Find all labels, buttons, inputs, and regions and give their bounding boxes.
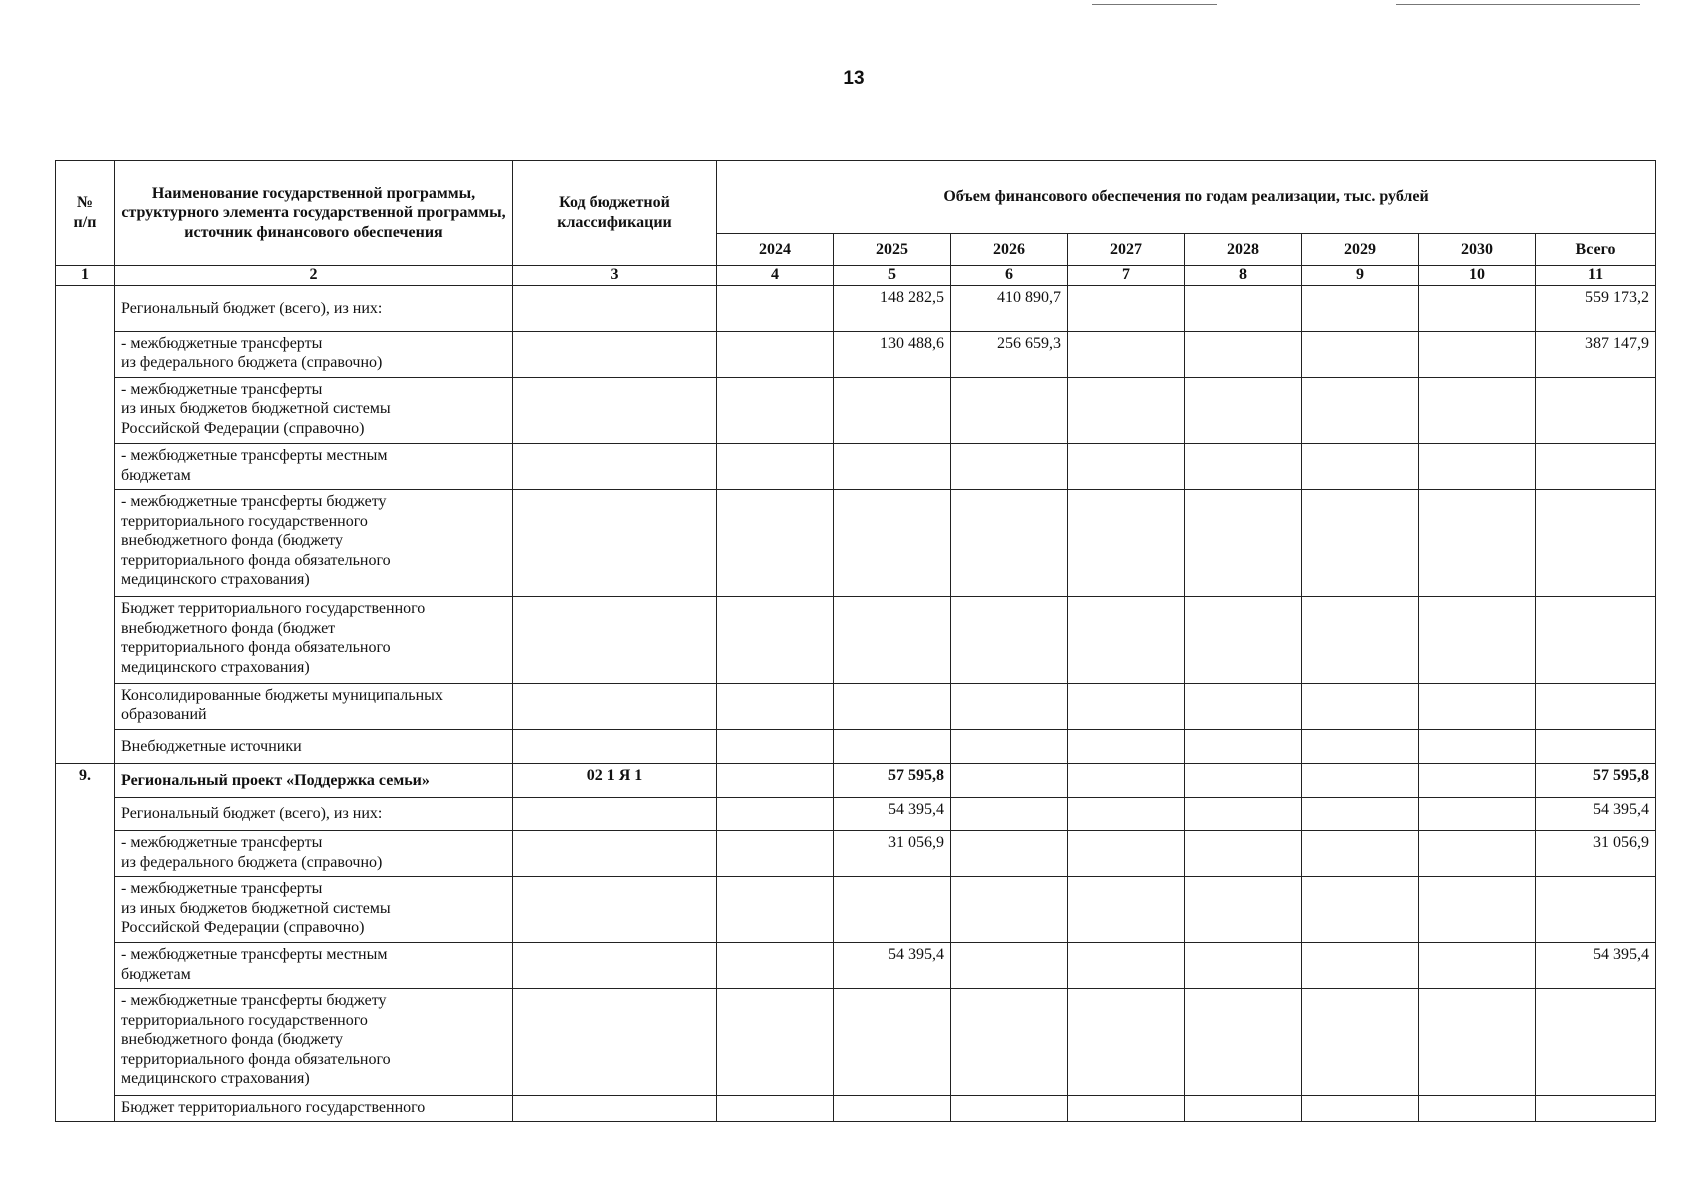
row-value-year (1419, 683, 1536, 729)
column-number: 11 (1536, 266, 1656, 286)
row-value-year (951, 764, 1068, 797)
row-value-year (1419, 831, 1536, 877)
row-value-total (1536, 490, 1656, 597)
table-row (56, 377, 1656, 443)
row-budget-code (513, 286, 717, 332)
row-value-year (1185, 331, 1302, 377)
row-value-year (1068, 490, 1185, 597)
row-value-year (1068, 444, 1185, 490)
row-budget-code (513, 729, 717, 763)
financing-table (55, 160, 1656, 1122)
row-value-year (951, 989, 1068, 1096)
header-rule-left (1092, 4, 1217, 5)
row-value-year (1185, 943, 1302, 989)
row-value-year (1419, 490, 1536, 597)
header-name: Наименование государственной программы, структурного элемента государственной программы, источник финансового обеспечения (115, 161, 513, 266)
row-value-year (834, 377, 951, 443)
row-value-year (1419, 943, 1536, 989)
row-value-year (1419, 797, 1536, 830)
row-value-year (717, 490, 834, 597)
row-value-year (1419, 764, 1536, 797)
row-name: - межбюджетные трансферты местным бюджетам (115, 943, 513, 989)
row-name: - межбюджетные трансферты из федерального бюджета (справочно) (115, 831, 513, 877)
row-value-year (834, 729, 951, 763)
row-value-year (1419, 877, 1536, 943)
row-value-year (834, 989, 951, 1096)
table-row (56, 764, 1656, 797)
row-value-year (1419, 377, 1536, 443)
column-number: 3 (513, 266, 717, 286)
table-row (56, 444, 1656, 490)
row-value-year (1068, 729, 1185, 763)
row-value-year: 130 488,6 (834, 331, 951, 377)
table-row (56, 729, 1656, 763)
row-value-year (1419, 729, 1536, 763)
row-value-total (1536, 683, 1656, 729)
row-value-year (1419, 989, 1536, 1096)
row-value-year (717, 377, 834, 443)
row-value-year (1185, 683, 1302, 729)
row-name: Консолидированные бюджеты муниципальных образований (115, 683, 513, 729)
column-number: 9 (1302, 266, 1419, 286)
row-value-year (717, 444, 834, 490)
row-value-year (951, 729, 1068, 763)
header-year: 2028 (1185, 234, 1302, 266)
table-row (56, 831, 1656, 877)
row-name: - межбюджетные трансферты из иных бюджетов бюджетной системы Российской Федерации (справочно) (115, 877, 513, 943)
row-name: Внебюджетные источники (115, 729, 513, 763)
column-number: 5 (834, 266, 951, 286)
row-value-year (1302, 490, 1419, 597)
row-value-year (1185, 490, 1302, 597)
row-value-total (1536, 444, 1656, 490)
row-value-year (717, 1096, 834, 1122)
row-value-year (1302, 377, 1419, 443)
row-value-year (1068, 1096, 1185, 1122)
header-year: 2026 (951, 234, 1068, 266)
row-value-year (951, 490, 1068, 597)
row-value-total: 387 147,9 (1536, 331, 1656, 377)
row-value-year (1302, 597, 1419, 684)
header-rule-right (1396, 4, 1640, 5)
row-value-year (951, 1096, 1068, 1122)
column-number: 6 (951, 266, 1068, 286)
row-value-year (1068, 764, 1185, 797)
column-number: 2 (115, 266, 513, 286)
row-name: Бюджет территориального государственного (115, 1096, 513, 1122)
row-value-year (1185, 1096, 1302, 1122)
table-row (56, 1096, 1656, 1122)
row-value-year (1419, 444, 1536, 490)
header-year: Всего (1536, 234, 1656, 266)
row-value-year (1185, 729, 1302, 763)
row-value-year (717, 943, 834, 989)
row-value-year (717, 331, 834, 377)
row-value-year (1185, 444, 1302, 490)
row-name: Региональный проект «Поддержка семьи» (115, 764, 513, 797)
column-number: 8 (1185, 266, 1302, 286)
row-value-year (1185, 377, 1302, 443)
row-value-year (951, 831, 1068, 877)
row-value-year (1068, 597, 1185, 684)
row-value-year (834, 1096, 951, 1122)
row-value-year (717, 597, 834, 684)
header-row-main (56, 161, 1656, 234)
row-value-year (951, 943, 1068, 989)
row-value-year (1302, 797, 1419, 830)
row-budget-code (513, 597, 717, 684)
row-value-year (717, 729, 834, 763)
row-value-year (1302, 729, 1419, 763)
row-value-year (1302, 764, 1419, 797)
row-budget-code (513, 377, 717, 443)
row-value-year (1302, 444, 1419, 490)
header-year: 2025 (834, 234, 951, 266)
column-number: 10 (1419, 266, 1536, 286)
table-row (56, 943, 1656, 989)
row-value-year (1302, 877, 1419, 943)
column-number-row (56, 266, 1656, 286)
row-value-year (1302, 286, 1419, 332)
row-value-total (1536, 377, 1656, 443)
row-budget-code (513, 989, 717, 1096)
row-value-year (1068, 989, 1185, 1096)
row-value-year (1185, 797, 1302, 830)
row-value-year (1302, 683, 1419, 729)
row-value-total: 54 395,4 (1536, 943, 1656, 989)
row-value-total (1536, 597, 1656, 684)
row-value-year: 31 056,9 (834, 831, 951, 877)
row-value-year (717, 683, 834, 729)
row-budget-code (513, 943, 717, 989)
row-value-year (1068, 286, 1185, 332)
row-value-year (951, 597, 1068, 684)
row-name: - межбюджетные трансферты местным бюджетам (115, 444, 513, 490)
row-value-year (1185, 764, 1302, 797)
row-name: Бюджет территориального государственного внебюджетного фонда (бюджет территориального фонда обязательного медицинского страхования) (115, 597, 513, 684)
row-name: Региональный бюджет (всего), из них: (115, 797, 513, 830)
row-value-year (1068, 831, 1185, 877)
row-budget-code: 02 1 Я 1 (513, 764, 717, 797)
row-value-year (834, 490, 951, 597)
table-body (56, 286, 1656, 1122)
row-value-year (1185, 831, 1302, 877)
row-value-year: 410 890,7 (951, 286, 1068, 332)
row-value-year (951, 683, 1068, 729)
header-volume: Объем финансового обеспечения по годам реализации, тыс. рублей (717, 161, 1656, 234)
row-budget-code (513, 1096, 717, 1122)
row-value-year: 57 595,8 (834, 764, 951, 797)
row-value-total (1536, 729, 1656, 763)
row-name: - межбюджетные трансферты из иных бюджетов бюджетной системы Российской Федерации (справочно) (115, 377, 513, 443)
row-value-year (717, 877, 834, 943)
row-value-year (717, 989, 834, 1096)
row-number-cell: 9. (56, 764, 115, 1122)
row-value-year (1185, 989, 1302, 1096)
row-value-year (1068, 797, 1185, 830)
header-year: 2027 (1068, 234, 1185, 266)
header-year: 2029 (1302, 234, 1419, 266)
row-budget-code (513, 797, 717, 830)
row-value-year (834, 444, 951, 490)
row-value-year: 148 282,5 (834, 286, 951, 332)
row-value-year (1419, 597, 1536, 684)
row-budget-code (513, 444, 717, 490)
table-row (56, 286, 1656, 332)
row-value-year (1068, 683, 1185, 729)
table-row (56, 597, 1656, 684)
row-value-year (951, 444, 1068, 490)
column-number: 1 (56, 266, 115, 286)
row-value-total (1536, 877, 1656, 943)
row-value-total: 31 056,9 (1536, 831, 1656, 877)
table-row (56, 877, 1656, 943)
row-value-year: 54 395,4 (834, 797, 951, 830)
table-row (56, 797, 1656, 830)
header-no: № п/п (56, 161, 115, 266)
row-value-year (1419, 1096, 1536, 1122)
row-value-year (834, 683, 951, 729)
table-row (56, 490, 1656, 597)
row-value-year (1302, 989, 1419, 1096)
row-value-year (1419, 286, 1536, 332)
row-budget-code (513, 831, 717, 877)
row-budget-code (513, 490, 717, 597)
row-value-year (1419, 331, 1536, 377)
row-budget-code (513, 331, 717, 377)
page-number: 13 (843, 68, 865, 89)
row-name: Региональный бюджет (всего), из них: (115, 286, 513, 332)
row-value-year (717, 764, 834, 797)
row-value-year: 256 659,3 (951, 331, 1068, 377)
row-value-year (1302, 1096, 1419, 1122)
row-name: - межбюджетные трансферты из федерального бюджета (справочно) (115, 331, 513, 377)
row-value-year (1068, 331, 1185, 377)
row-value-year (717, 797, 834, 830)
row-value-year (717, 286, 834, 332)
row-budget-code (513, 877, 717, 943)
row-name: - межбюджетные трансферты бюджету территориального государственного внебюджетного фонда (бюджету территориального фонда обязательного медицинского страхования) (115, 490, 513, 597)
row-value-year (1185, 597, 1302, 684)
row-value-year: 54 395,4 (834, 943, 951, 989)
header-code: Код бюджетной классификации (513, 161, 717, 266)
row-value-year (1068, 877, 1185, 943)
row-value-year (1068, 377, 1185, 443)
row-value-year (951, 377, 1068, 443)
table-row (56, 989, 1656, 1096)
row-value-total: 57 595,8 (1536, 764, 1656, 797)
column-number: 4 (717, 266, 834, 286)
header-year: 2030 (1419, 234, 1536, 266)
row-value-total: 559 173,2 (1536, 286, 1656, 332)
row-value-year (1302, 331, 1419, 377)
row-value-year (951, 797, 1068, 830)
row-number-cell (56, 286, 115, 764)
row-value-year (1302, 831, 1419, 877)
row-value-total: 54 395,4 (1536, 797, 1656, 830)
column-number: 7 (1068, 266, 1185, 286)
row-value-year (834, 877, 951, 943)
row-value-year (717, 831, 834, 877)
row-value-year (1302, 943, 1419, 989)
row-value-year (1185, 877, 1302, 943)
row-value-total (1536, 1096, 1656, 1122)
table-row (56, 331, 1656, 377)
header-year: 2024 (717, 234, 834, 266)
row-value-year (834, 597, 951, 684)
row-value-year (951, 877, 1068, 943)
row-value-year (1068, 943, 1185, 989)
row-name: - межбюджетные трансферты бюджету территориального государственного внебюджетного фонда (бюджету территориального фонда обязательного медицинского страхования) (115, 989, 513, 1096)
table-row (56, 683, 1656, 729)
row-value-year (1185, 286, 1302, 332)
row-budget-code (513, 683, 717, 729)
row-value-total (1536, 989, 1656, 1096)
